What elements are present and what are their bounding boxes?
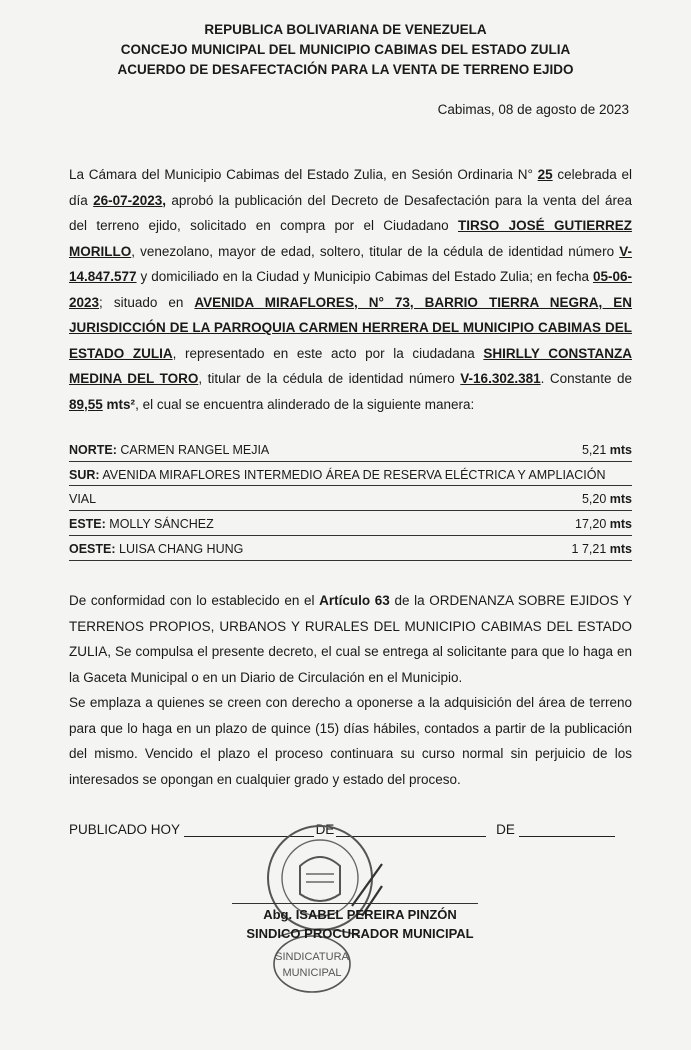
boundary-measure: 17,20 bbox=[575, 517, 607, 531]
boundary-oeste bbox=[69, 539, 632, 564]
boundary-label: OESTE: bbox=[69, 542, 116, 556]
stamp-line-1: SINDICATURA bbox=[275, 951, 349, 963]
boundary-value: CARMEN RANGEL MEJIA bbox=[120, 443, 270, 457]
text-segment: De conformidad con lo establecido en el bbox=[69, 593, 320, 608]
stamp-line-2: MUNICIPAL bbox=[282, 967, 342, 979]
property-location: AVENIDA MIRAFLORES, N° 73, BARRIO TIERRA NEGRA, EN JURISDICCIÓN DE LA PARROQUIA CARMEN HERRERA DEL MUNICIPIO CABIMAS DEL ESTADO ZULIA bbox=[69, 294, 632, 361]
boundary-value: MOLLY SÁNCHEZ bbox=[109, 517, 214, 531]
boundary-unit: mts bbox=[609, 517, 632, 531]
boundary-label: NORTE: bbox=[69, 443, 117, 457]
boundary-este bbox=[69, 514, 632, 539]
legal-paragraph bbox=[69, 588, 632, 792]
text-segment: y domiciliado en la Ciudad y Municipio Cabimas del Estado Zulia; en fecha bbox=[136, 269, 593, 284]
document-header bbox=[0, 20, 691, 80]
text-segment: celebrada el día bbox=[69, 167, 632, 208]
header-line-2: CONCEJO MUNICIPAL DEL MUNICIPIO CABIMAS DEL ESTADO ZULIA bbox=[120, 42, 571, 57]
boundary-measure: 5,21 bbox=[581, 443, 607, 457]
boundary-unit: mts bbox=[609, 492, 632, 506]
signature-line bbox=[232, 903, 478, 904]
representative-name: SHIRLLY CONSTANZA MEDINA DEL TORO bbox=[69, 345, 632, 386]
boundary-label: SUR: bbox=[69, 468, 100, 482]
article-ref: Artículo 63 bbox=[319, 593, 390, 608]
text-segment: , venezolano, mayor de edad, soltero, titular de la cédula de identidad número bbox=[131, 243, 620, 259]
text-segment: , titular de la cédula de identidad número bbox=[198, 371, 461, 386]
boundary-norte bbox=[69, 440, 632, 465]
session-date: 26-07-2023, bbox=[93, 192, 166, 208]
boundary-sur bbox=[69, 465, 632, 489]
buyer-id: V-14.847.577 bbox=[69, 243, 632, 284]
legal-basis bbox=[69, 588, 632, 690]
header-line-3: ACUERDO DE DESAFECTACIÓN PARA LA VENTA DE TERRENO EJIDO bbox=[117, 62, 574, 77]
blank-line bbox=[519, 836, 615, 837]
signer-name: Abg. ISABEL PEREIRA PINZÓN bbox=[263, 907, 457, 922]
text-segment: de la ORDENANZA SOBRE EJIDOS Y TERRENOS PROPIOS, URBANOS Y RURALES DEL MUNICIPIO CABIMAS DEL ESTADO ZULIA, Se compulsa el presente decreto, el cual se entrega al solicitante para que lo haga en la Gaceta Municipal o en un Diario de Circulación en el Municipio. bbox=[69, 593, 632, 685]
boundary-measure: 5,20 bbox=[581, 492, 607, 506]
text-segment: aprobó la publicación del Decreto de Desafectación para la venta del área del terreno ejido, solicitado en compra por el Ciudadano bbox=[69, 192, 632, 233]
property-boundaries bbox=[69, 440, 632, 564]
text-segment: La Cámara del Municipio Cabimas del Estado Zulia, en Sesión Ordinaria N° bbox=[69, 167, 538, 182]
boundary-sur-cont bbox=[69, 489, 632, 514]
boundary-unit: mts bbox=[609, 542, 632, 556]
session-number: 25 bbox=[537, 167, 553, 182]
boundary-label: ESTE: bbox=[69, 517, 106, 531]
text-segment: , representado en este acto por la ciudadana bbox=[172, 345, 484, 361]
opposition-notice: Se emplaza a quienes se creen con derecho a oponerse a la adquisición del área de terreno para que lo haga en un plazo de quince (15) días hábiles, contados a partir de la publicación del mismo. Vencido el plazo el proceso continuara su curso normal sin perjuicio de los interesados se opongan en cualquier grado y estado del proceso. bbox=[69, 695, 632, 787]
text-segment: , el cual se encuentra alinderado de la siguiente manera: bbox=[135, 396, 475, 412]
boundary-value: AVENIDA MIRAFLORES INTERMEDIO ÁREA DE RESERVA ELÉCTRICA Y AMPLIACIÓN bbox=[102, 468, 606, 482]
area-unit: mts² bbox=[102, 396, 136, 412]
boundary-measure: 1 7,21 bbox=[571, 542, 607, 556]
document-date: Cabimas, 08 de agosto de 2023 bbox=[437, 102, 629, 117]
de-label: DE bbox=[496, 822, 515, 837]
header-line-1: REPUBLICA BOLIVARIANA DE VENEZUELA bbox=[204, 22, 487, 37]
text-segment: ; situado en bbox=[99, 294, 195, 310]
request-date: 05-06-2023 bbox=[69, 269, 632, 310]
main-paragraph bbox=[69, 162, 632, 417]
boundary-unit: mts bbox=[609, 443, 632, 457]
signature-block bbox=[230, 905, 490, 943]
boundary-value: VIAL bbox=[69, 492, 97, 506]
buyer-name: TIRSO JOSÉ GUTIERREZ MORILLO bbox=[69, 218, 632, 259]
de-label: DE bbox=[315, 822, 335, 837]
boundary-value: LUISA CHANG HUNG bbox=[119, 542, 244, 556]
property-area: 89,55 bbox=[69, 396, 103, 412]
signer-title: SINDICO PROCURADOR MUNICIPAL bbox=[246, 926, 474, 941]
text-segment: . Constante de bbox=[540, 371, 633, 386]
representative-id: V-16.302.381 bbox=[460, 371, 541, 386]
published-label: PUBLICADO HOY bbox=[69, 822, 180, 837]
